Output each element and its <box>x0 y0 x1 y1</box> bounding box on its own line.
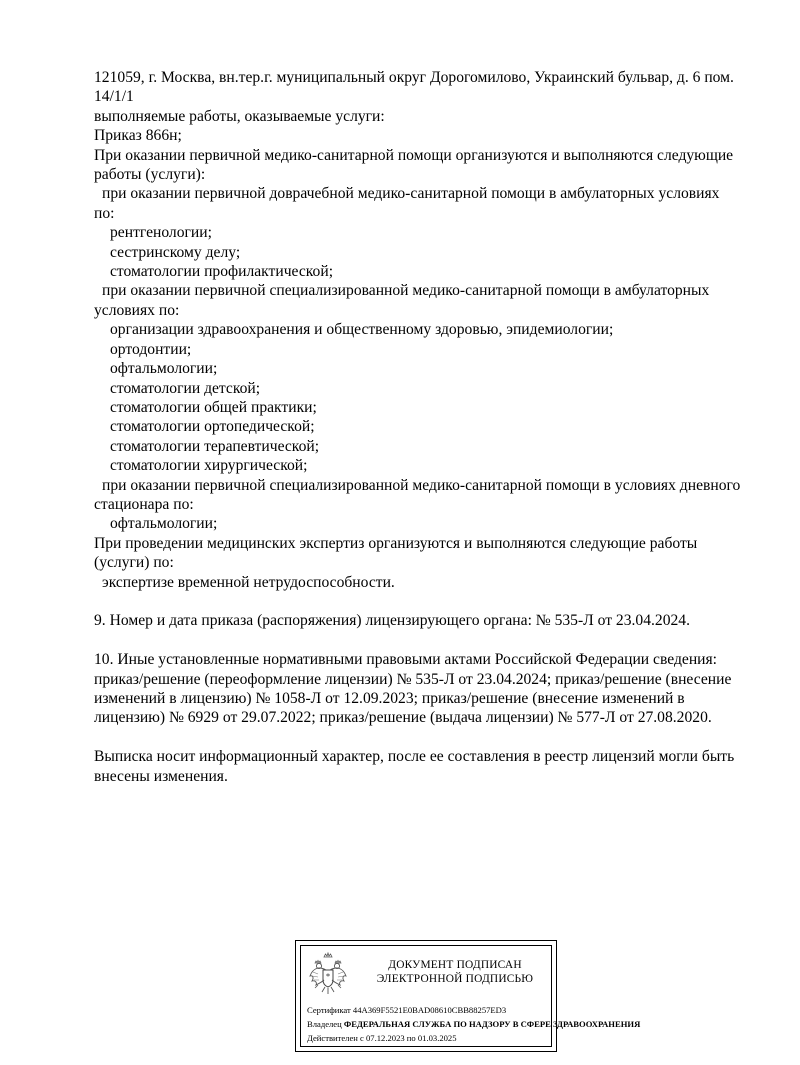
section-10-line: изменений в лицензию) № 1058-Л от 12.09.2023; приказ/решение (внесение изменений в <box>94 689 685 707</box>
section-10-line: 10. Иные установленные нормативными правовыми актами Российской Федерации сведения: <box>94 651 718 669</box>
address-line: 121059, г. Москва, вн.тер.г. муниципальный округ Дорогомилово, Украинский бульвар, д. 6 пом. <box>94 69 734 86</box>
specialized-heading: при оказании первичной специализированной медико-санитарной помощи в амбулаторных <box>102 282 710 300</box>
list-item: офтальмологии; <box>110 360 218 378</box>
stamp-heading <box>357 958 553 986</box>
certificate-label: Сертификат <box>307 1005 351 1015</box>
list-item: стоматологии ортопедической; <box>110 418 315 436</box>
day-hospital-heading: при оказании первичной специализированной медико-санитарной помощи в условиях дневного <box>102 476 741 494</box>
prevrach-heading: при оказании первичной доврачебной медико-санитарной помощи в амбулаторных условиях <box>102 185 720 203</box>
primary-care-heading: При оказании первичной медико-санитарной помощи организуются и выполняются следующие <box>94 146 734 164</box>
day-hospital-heading-continued: стационара по: <box>94 495 194 513</box>
list-item: стоматологии хирургической; <box>110 457 308 475</box>
list-item: сестринскому делу; <box>110 243 241 261</box>
list-item: ортодонтии; <box>110 340 192 358</box>
section-10-line: лицензию) № 6929 от 29.07.2022; приказ/решение (выдача лицензии) № 577-Л от 27.08.2020. <box>94 709 712 727</box>
coat-of-arms-icon <box>307 952 349 998</box>
section-10-line: приказ/решение (переоформление лицензии) № 535-Л от 23.04.2024; приказ/решение (внесение <box>94 670 732 688</box>
list-item: стоматологии детской; <box>110 379 261 397</box>
disclaimer-line: Выписка носит информационный характер, после ее составления в реестр лицензий могли быть <box>94 748 735 766</box>
order-reference: Приказ 866н; <box>94 127 182 145</box>
stamp-heading-line: ДОКУМЕНТ ПОДПИСАН <box>388 959 522 971</box>
owner-value: ФЕДЕРАЛЬНАЯ СЛУЖБА ПО НАДЗОРУ В СФЕРЕ ЗДРАВООХРАНЕНИЯ <box>343 1019 641 1029</box>
list-item: стоматологии терапевтической; <box>110 437 320 455</box>
owner-label: Владелец <box>307 1019 342 1029</box>
expertise-heading: При проведении медицинских экспертиз организуются и выполняются следующие работы <box>94 534 698 552</box>
list-item: рентгенологии; <box>110 224 212 242</box>
stamp-inner-frame <box>300 945 641 1047</box>
specialized-heading-continued: условиях по: <box>94 301 180 319</box>
electronic-signature-stamp <box>295 940 641 1052</box>
paragraph-gap <box>94 592 764 611</box>
prevrach-heading-continued: по: <box>94 204 115 222</box>
address-line-continued: 14/1/1 <box>94 88 134 106</box>
expertise-heading-continued: (услуги) по: <box>94 554 174 572</box>
paragraph-gap <box>94 728 764 747</box>
disclaimer-line: внесены изменения. <box>94 767 228 785</box>
list-item: экспертизе временной нетрудоспособности. <box>102 573 395 591</box>
validity-row: Действителен с 07.12.2023 по 01.03.2025 <box>307 1033 457 1043</box>
certificate-row <box>307 1005 506 1016</box>
paragraph-gap <box>94 631 764 650</box>
list-item: организации здравоохранения и общественному здоровью, эпидемиологии; <box>110 321 614 339</box>
document-body <box>94 68 764 786</box>
owner-row <box>307 1019 640 1030</box>
certificate-value: 44A369F5521E0BAD08610CBB88257ED3 <box>352 1005 507 1015</box>
stamp-heading-line: ЭЛЕКТРОННОЙ ПОДПИСЬЮ <box>376 973 534 985</box>
section-9: 9. Номер и дата приказа (распоряжения) лицензирующего органа: № 535-Л от 23.04.2024. <box>94 612 691 630</box>
list-item: стоматологии общей практики; <box>110 398 317 416</box>
list-item: офтальмологии; <box>110 515 218 533</box>
works-label: выполняемые работы, оказываемые услуги: <box>94 107 385 125</box>
list-item: стоматологии профилактической; <box>110 263 334 281</box>
primary-care-heading-continued: работы (услуги): <box>94 166 206 184</box>
